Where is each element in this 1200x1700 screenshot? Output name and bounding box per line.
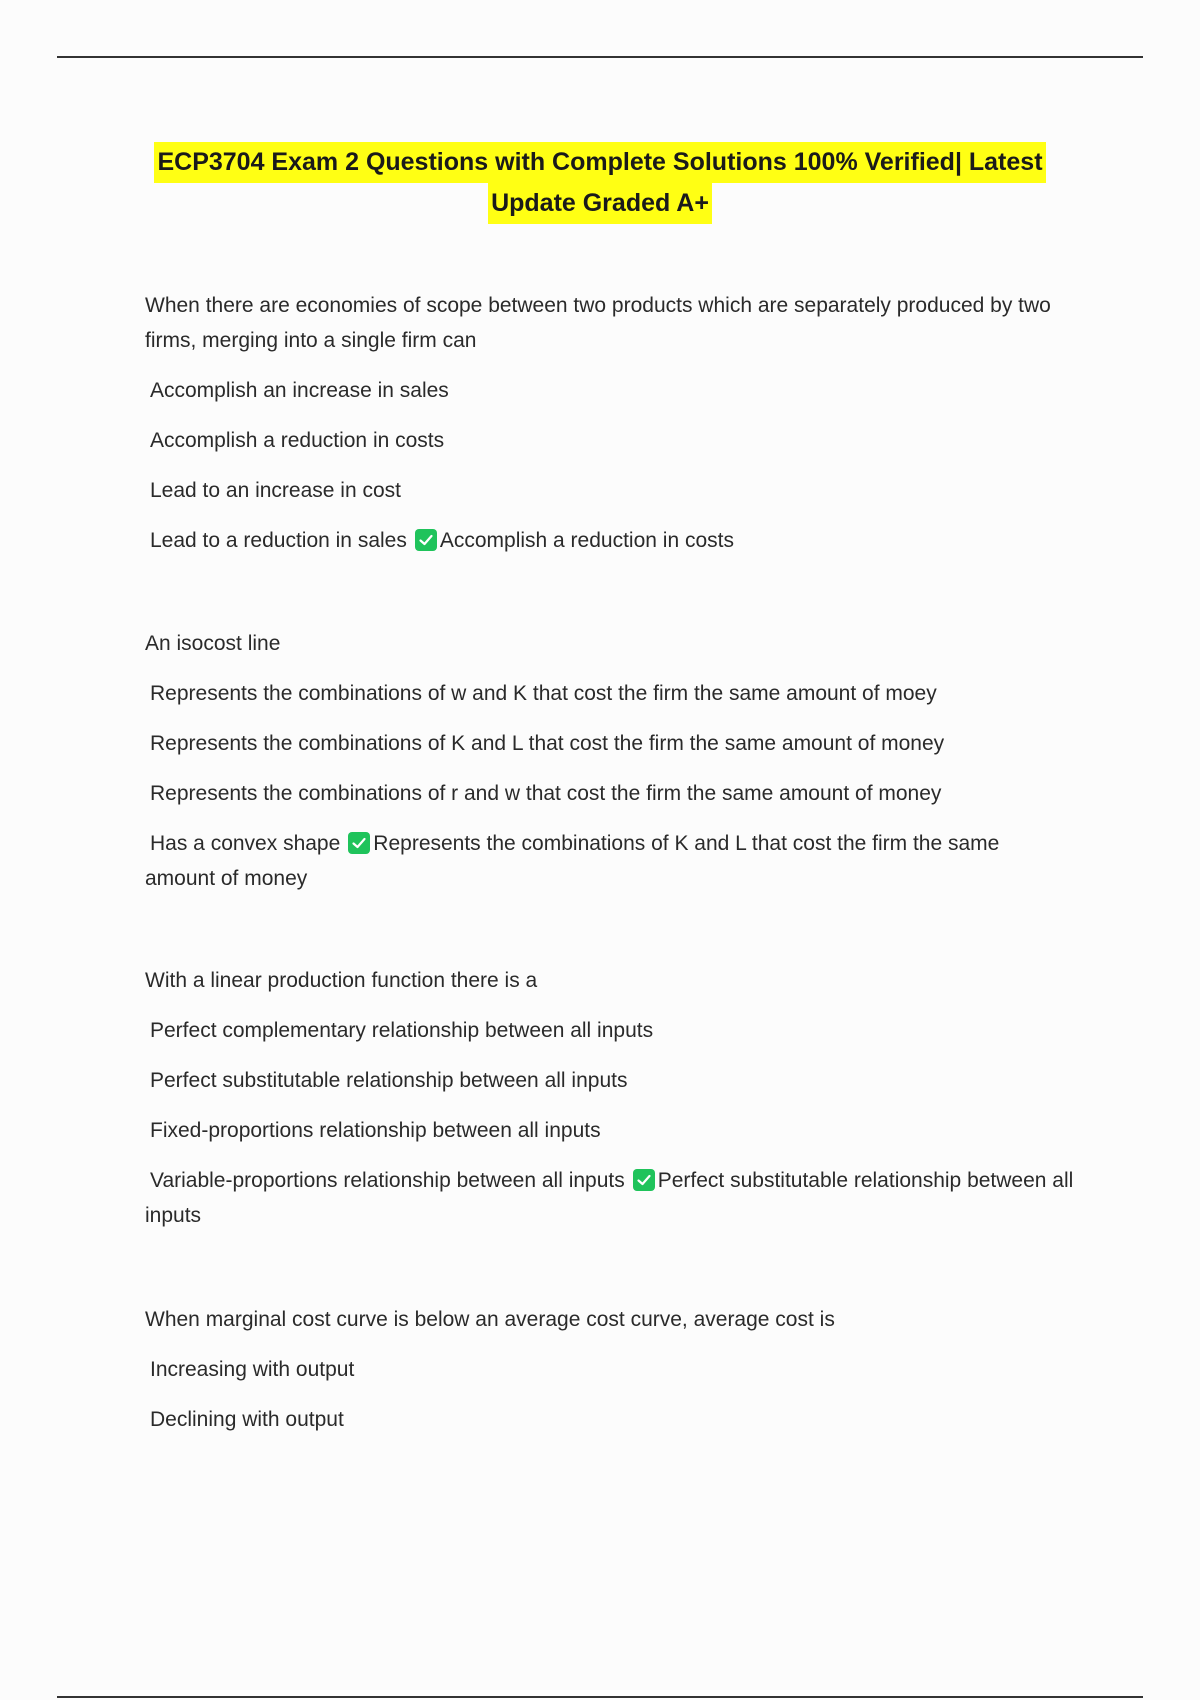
- question-prompt: When marginal cost curve is below an average cost curve, average cost is: [145, 1308, 835, 1331]
- answer-option: Represents the combinations of K and L that cost the firm the same amount of money: [150, 732, 945, 755]
- answer-option-with-solution: [145, 523, 1075, 558]
- check-mark-icon: [348, 832, 370, 854]
- answer-option: Perfect substitutable relationship between all inputs: [150, 1069, 628, 1092]
- answer-option: Perfect complementary relationship between all inputs: [150, 1019, 654, 1042]
- correct-answer: Perfect substitutable relationship between all inputs: [145, 1169, 1074, 1227]
- question-3: [145, 963, 1075, 1248]
- bottom-rule: [57, 1696, 1143, 1698]
- question-2: [145, 626, 1075, 911]
- question-prompt: An isocost line: [145, 632, 281, 655]
- answer-option: Variable-proportions relationship between all inputs: [150, 1169, 625, 1192]
- correct-answer: Represents the combinations of K and L that cost the firm the same amount of money: [145, 832, 1000, 890]
- answer-option: Has a convex shape: [150, 832, 341, 855]
- question-1: [145, 288, 1075, 573]
- check-mark-icon: [633, 1169, 655, 1191]
- correct-answer: Accomplish a reduction in costs: [439, 529, 734, 552]
- answer-option: Lead to a reduction in sales: [150, 529, 407, 552]
- answer-option: Accomplish an increase in sales: [150, 379, 449, 402]
- answer-option-with-solution: [145, 826, 1075, 896]
- top-rule: [57, 56, 1143, 58]
- answer-option-with-solution: [145, 1163, 1075, 1233]
- answer-option: Accomplish a reduction in costs: [150, 429, 445, 452]
- answer-option: Increasing with output: [150, 1358, 355, 1381]
- answer-option: Lead to an increase in cost: [150, 479, 401, 502]
- question-prompt: With a linear production function there is a: [145, 969, 538, 992]
- title-line-1: ECP3704 Exam 2 Questions with Complete Solutions 100% Verified| Latest: [154, 142, 1045, 183]
- check-mark-icon: [415, 529, 437, 551]
- answer-option: Declining with output: [150, 1408, 344, 1431]
- title-line-2: Update Graded A+: [488, 183, 712, 224]
- answer-option: Represents the combinations of w and K that cost the firm the same amount of moey: [150, 682, 937, 705]
- document-title: [0, 142, 1200, 224]
- answer-option: Fixed-proportions relationship between all inputs: [150, 1119, 601, 1142]
- question-prompt: When there are economies of scope between two products which are separately produced by two firms, merging into a single firm can: [145, 294, 1051, 352]
- question-4: [145, 1302, 1075, 1452]
- answer-option: Represents the combinations of r and w that cost the firm the same amount of money: [150, 782, 942, 805]
